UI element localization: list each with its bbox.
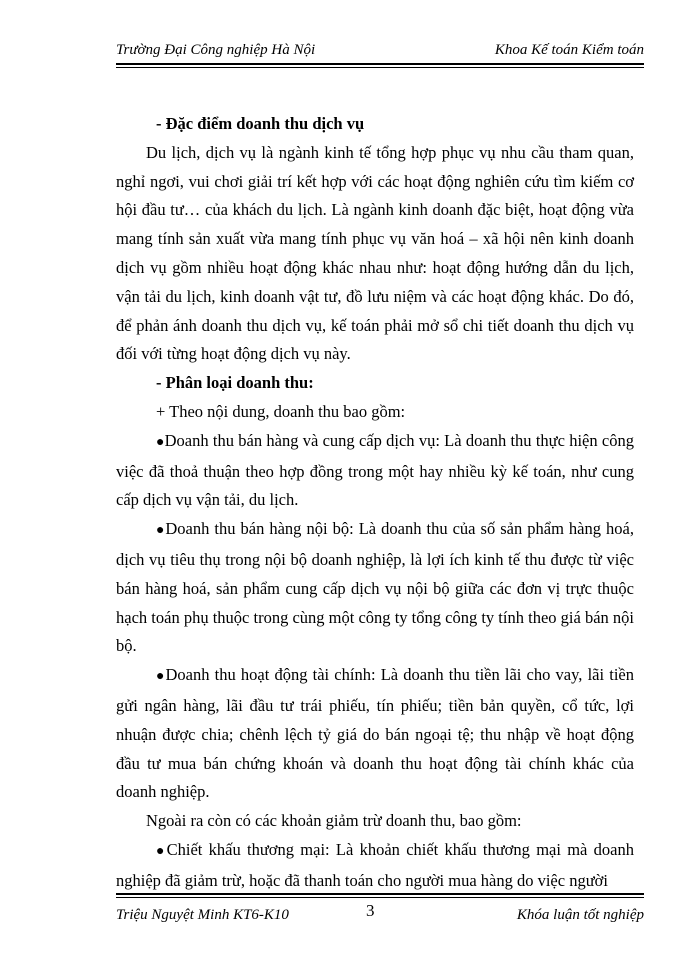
header-faculty: Khoa Kế toán Kiểm toán [494, 42, 644, 58]
bullet-icon: ● [156, 843, 167, 859]
bullet-text: Chiết khấu thương mại: Là khoản chiết khấu thương mại mà doanh nghiệp đã giảm trừ, hoặc đã thanh toán cho người mua hàng do việc người [116, 839, 634, 890]
footer-rule [116, 893, 644, 895]
footer-author: Triệu Nguyệt Minh KT6-K10 [116, 907, 289, 923]
header-rule [116, 63, 644, 65]
heading-service-revenue: - Đặc điểm doanh thu dịch vụ [156, 114, 365, 133]
bullet-trade-discount [116, 836, 634, 896]
page-header [116, 42, 644, 60]
bullet-financial-income [116, 661, 634, 807]
header-rule-thin [116, 67, 644, 68]
bullet-icon: ● [156, 523, 166, 539]
header-school: Trường Đại Công nghiệp Hà Nội [116, 42, 316, 58]
line-deductions: Ngoài ra còn có các khoản giảm trừ doanh thu, bao gồm: [146, 811, 522, 831]
footer-rule-thin [116, 897, 644, 898]
page-number: 3 [366, 901, 375, 920]
line-by-content: + Theo nội dung, doanh thu bao gồm: [156, 401, 406, 421]
page-body [116, 110, 634, 896]
bullet-text: Doanh thu hoạt động tài chính: Là doanh thu tiền lãi cho vay, lãi tiền gửi ngân hàng, lãi đầu tư trái phiếu, tín phiếu; tiền bản quyền, cổ tức, lợi nhuận được chia; chênh lệch tỷ giá do bán ngoại tệ; thu nhập về hoạt động đầu tư mua bán chứng khoán và doanh thu hoạt động tài chính khác của doanh nghiệp. [116, 665, 634, 802]
bullet-icon: ● [156, 669, 166, 685]
bullet-text: Doanh thu bán hàng và cung cấp dịch vụ: Là doanh thu thực hiện công việc đã thoả thuận theo hợp đồng trong một hay nhiều kỳ kế toán, như cung cấp dịch vụ vận tải, du lịch. [116, 430, 634, 510]
bullet-icon: ● [156, 434, 165, 450]
footer-thesis: Khóa luận tốt nghiệp [516, 907, 644, 923]
bullet-sales-services [116, 427, 634, 515]
bullet-text: Doanh thu bán hàng nội bộ: Là doanh thu của số sản phẩm hàng hoá, dịch vụ tiêu thụ trong nội bộ doanh nghiệp, là lợi ích kinh tế thu được từ việc bán hàng hoá, sản phẩm cung cấp dịch vụ nội bộ giữa các đơn vị trực thuộc hạch toán phụ thuộc trong cùng một công ty tổng công ty tính theo giá bán nội bộ. [116, 519, 634, 656]
paragraph-service-revenue: Du lịch, dịch vụ là ngành kinh tế tổng hợp phục vụ nhu cầu tham quan, nghỉ ngơi, vui chơi giải trí kết hợp với các hoạt động nghiên cứu tìm kiếm cơ hội đầu tư… của khách du lịch. Là ngành kinh doanh đặc biệt, hoạt động vừa mang tính sản xuất vừa mang tính phục vụ văn hoá – xã hội nên kinh doanh dịch vụ gồm nhiều hoạt động khác nhau như: hoạt động hướng dẫn du lịch, vận tải du lịch, kinh doanh vật tư, đồ lưu niệm và các hoạt động khác. Do đó, để phản ánh doanh thu dịch vụ, kế toán phải mở sổ chi tiết doanh thu dịch vụ đối với từng hoạt động dịch vụ này. [116, 142, 634, 364]
page-footer [116, 901, 644, 927]
bullet-internal-sales [116, 515, 634, 661]
heading-revenue-classification: - Phân loại doanh thu: [156, 373, 314, 393]
